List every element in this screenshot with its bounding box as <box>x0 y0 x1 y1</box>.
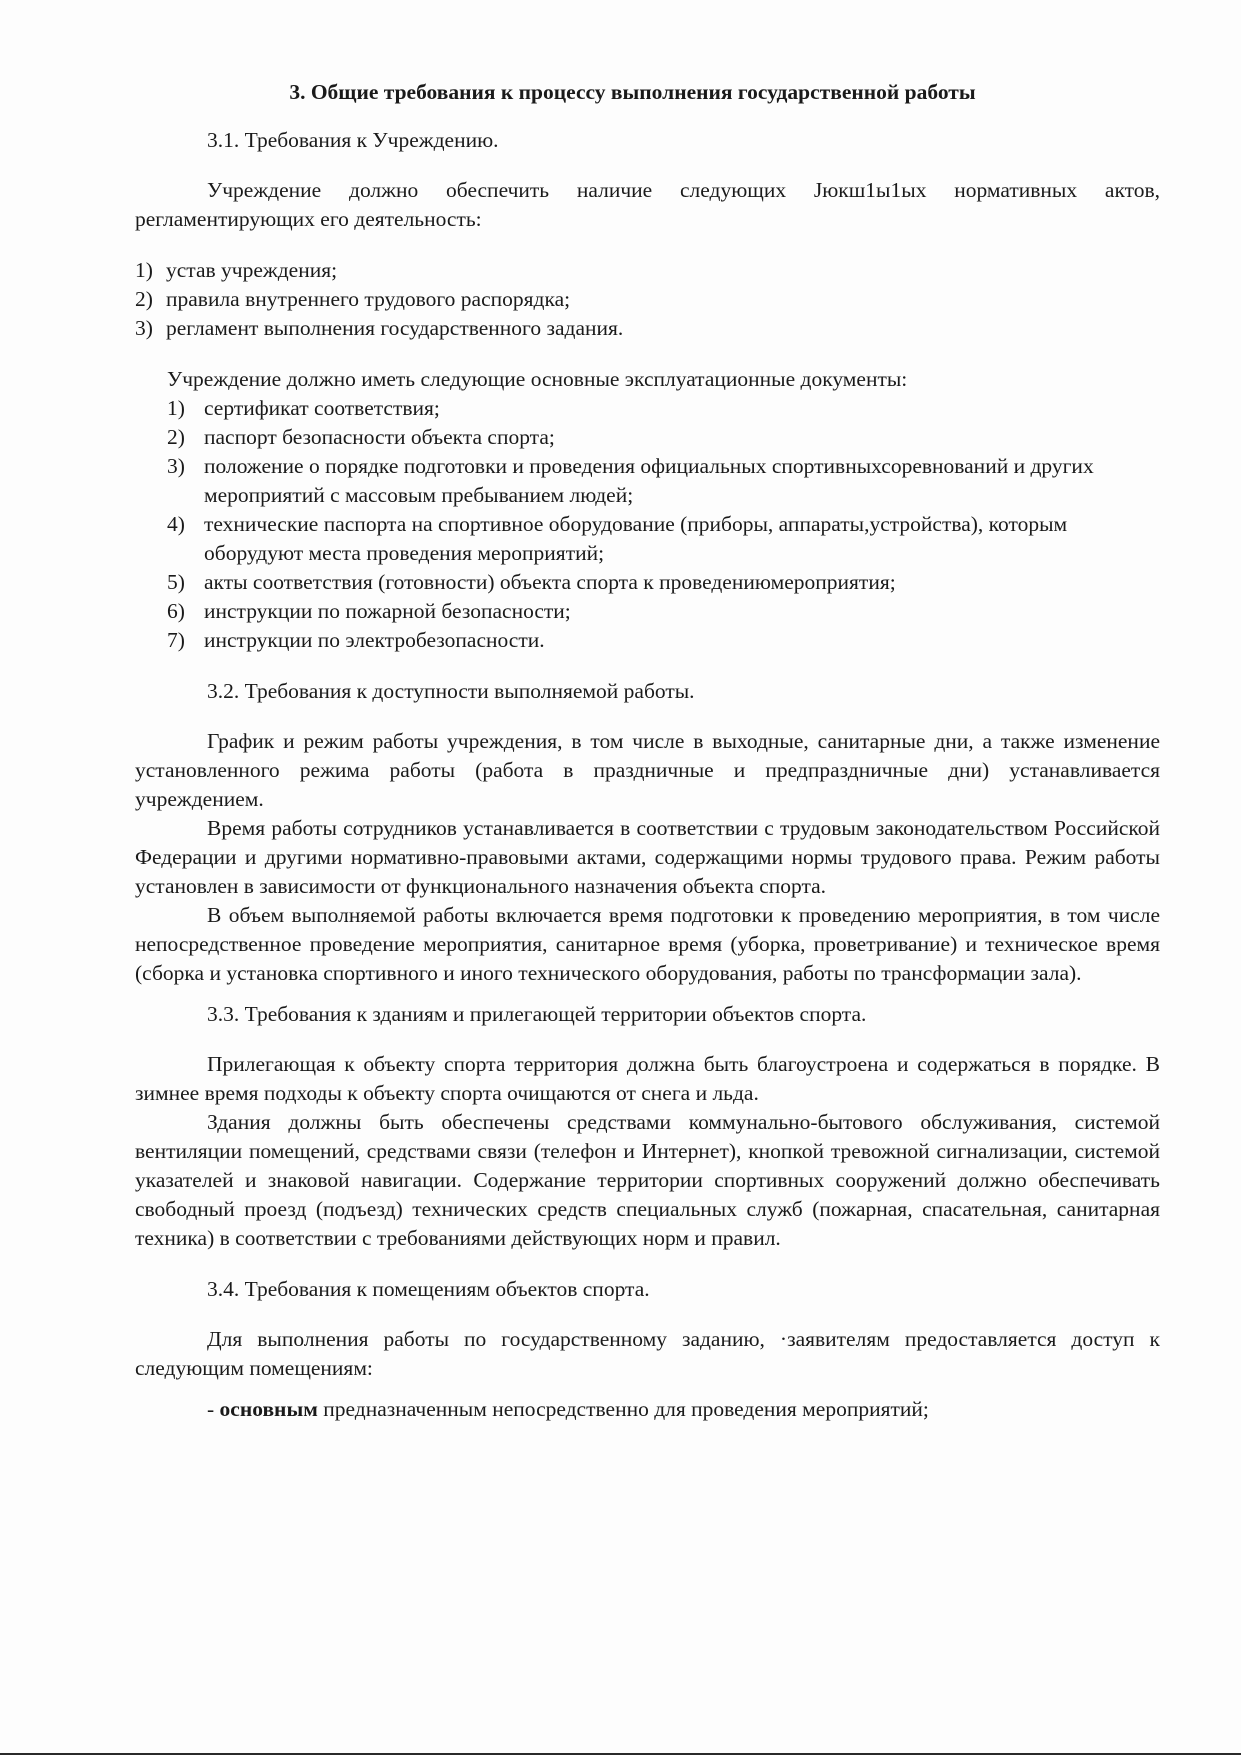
list-item: 4) технические паспорта на спортивное оборудование (приборы, аппараты,устройства), которым оборудуют места проведения мероприятий; <box>167 512 1068 565</box>
bold-term: основным <box>219 1397 318 1421</box>
section-heading: 3. Общие требования к процессу выполнения государственной работы <box>289 80 976 104</box>
paragraph: Время работы сотрудников устанавливается в соответствии с трудовым законодательством Российской Федерации и другими нормативно-правовыми актами, содержащими нормы трудового права. Режим работы установлен в зависимости от функционального назначения объекта спорта. <box>135 816 1160 898</box>
paragraph: Прилегающая к объекту спорта территория должна быть благоустроена и содержаться в порядке. В зимнее время подходы к объекту спорта очищаются от снега и льда. <box>135 1052 1160 1105</box>
list-item: 7) инструкции по электробезопасности. <box>167 628 545 652</box>
paragraph: Учреждение должно обеспечить наличие следующих Jюкш1ы1ых нормативных актов, регламентирующих его деятельность: <box>135 178 1160 231</box>
premises-list-item: - основным предназначенным непосредственно для проведения мероприятий; <box>207 1397 929 1421</box>
list-item: 2) паспорт безопасности объекта спорта; <box>167 425 555 449</box>
list-item: 6) инструкции по пожарной безопасности; <box>167 599 571 623</box>
list-item: 1) устав учреждения; <box>135 258 338 282</box>
list-item: 1) сертификат соответствия; <box>167 396 440 420</box>
paragraph: Для выполнения работы по государственному заданию, ·заявителям предоставляется доступ к следующим помещениям: <box>135 1327 1160 1380</box>
paragraph: Учреждение должно иметь следующие основные эксплуатационные документы: <box>167 367 908 391</box>
acts-list <box>135 256 1160 343</box>
subsection-title-3-1: 3.1. Требования к Учреждению. <box>207 128 499 152</box>
paragraph: График и режим работы учреждения, в том числе в выходные, санитарные дни, а также изменение установленного режима работы (работа в праздничные и предпраздничные дни) устанавливается учреждением. <box>135 729 1160 811</box>
subsection-title-3-4: 3.4. Требования к помещениям объектов спорта. <box>207 1277 650 1301</box>
paragraph: В объем выполняемой работы включается время подготовки к проведению мероприятия, в том числе непосредственное проведение мероприятия, санитарное время (уборка, проветривание) и техническое время (сборка и установка спортивного и иного технического оборудования, работы по трансформации зала). <box>135 903 1160 985</box>
list-item: 3) регламент выполнения государственного задания. <box>135 316 624 340</box>
subsection-title-3-3: 3.3. Требования к зданиям и прилегающей территории объектов спорта. <box>207 1002 867 1026</box>
documents-list <box>135 394 1160 655</box>
list-item: 5) акты соответствия (готовности) объекта спорта к проведениюмероприятия; <box>167 570 896 594</box>
subsection-title-3-2: 3.2. Требования к доступности выполняемой работы. <box>207 679 695 703</box>
list-item: 2) правила внутреннего трудового распорядка; <box>135 287 571 311</box>
paragraph: Здания должны быть обеспечены средствами коммунально-бытового обслуживания, системой вентиляции помещений, средствами связи (телефон и Интернет), кнопкой тревожной сигнализации, системой указателей и знаковой навигации. Содержание территории спортивных сооружений должно обеспечивать свободный проезд (подъезд) технических средств специальных служб (пожарная, спасательная, санитарная техника) в соответствии с требованиями действующих норм и правил. <box>135 1110 1160 1250</box>
list-item: 3) положение о порядке подготовки и проведения официальных спортивныхсоревнований и других мероприятий с массовым пребыванием людей; <box>167 454 1094 507</box>
document-body <box>135 78 1160 1424</box>
